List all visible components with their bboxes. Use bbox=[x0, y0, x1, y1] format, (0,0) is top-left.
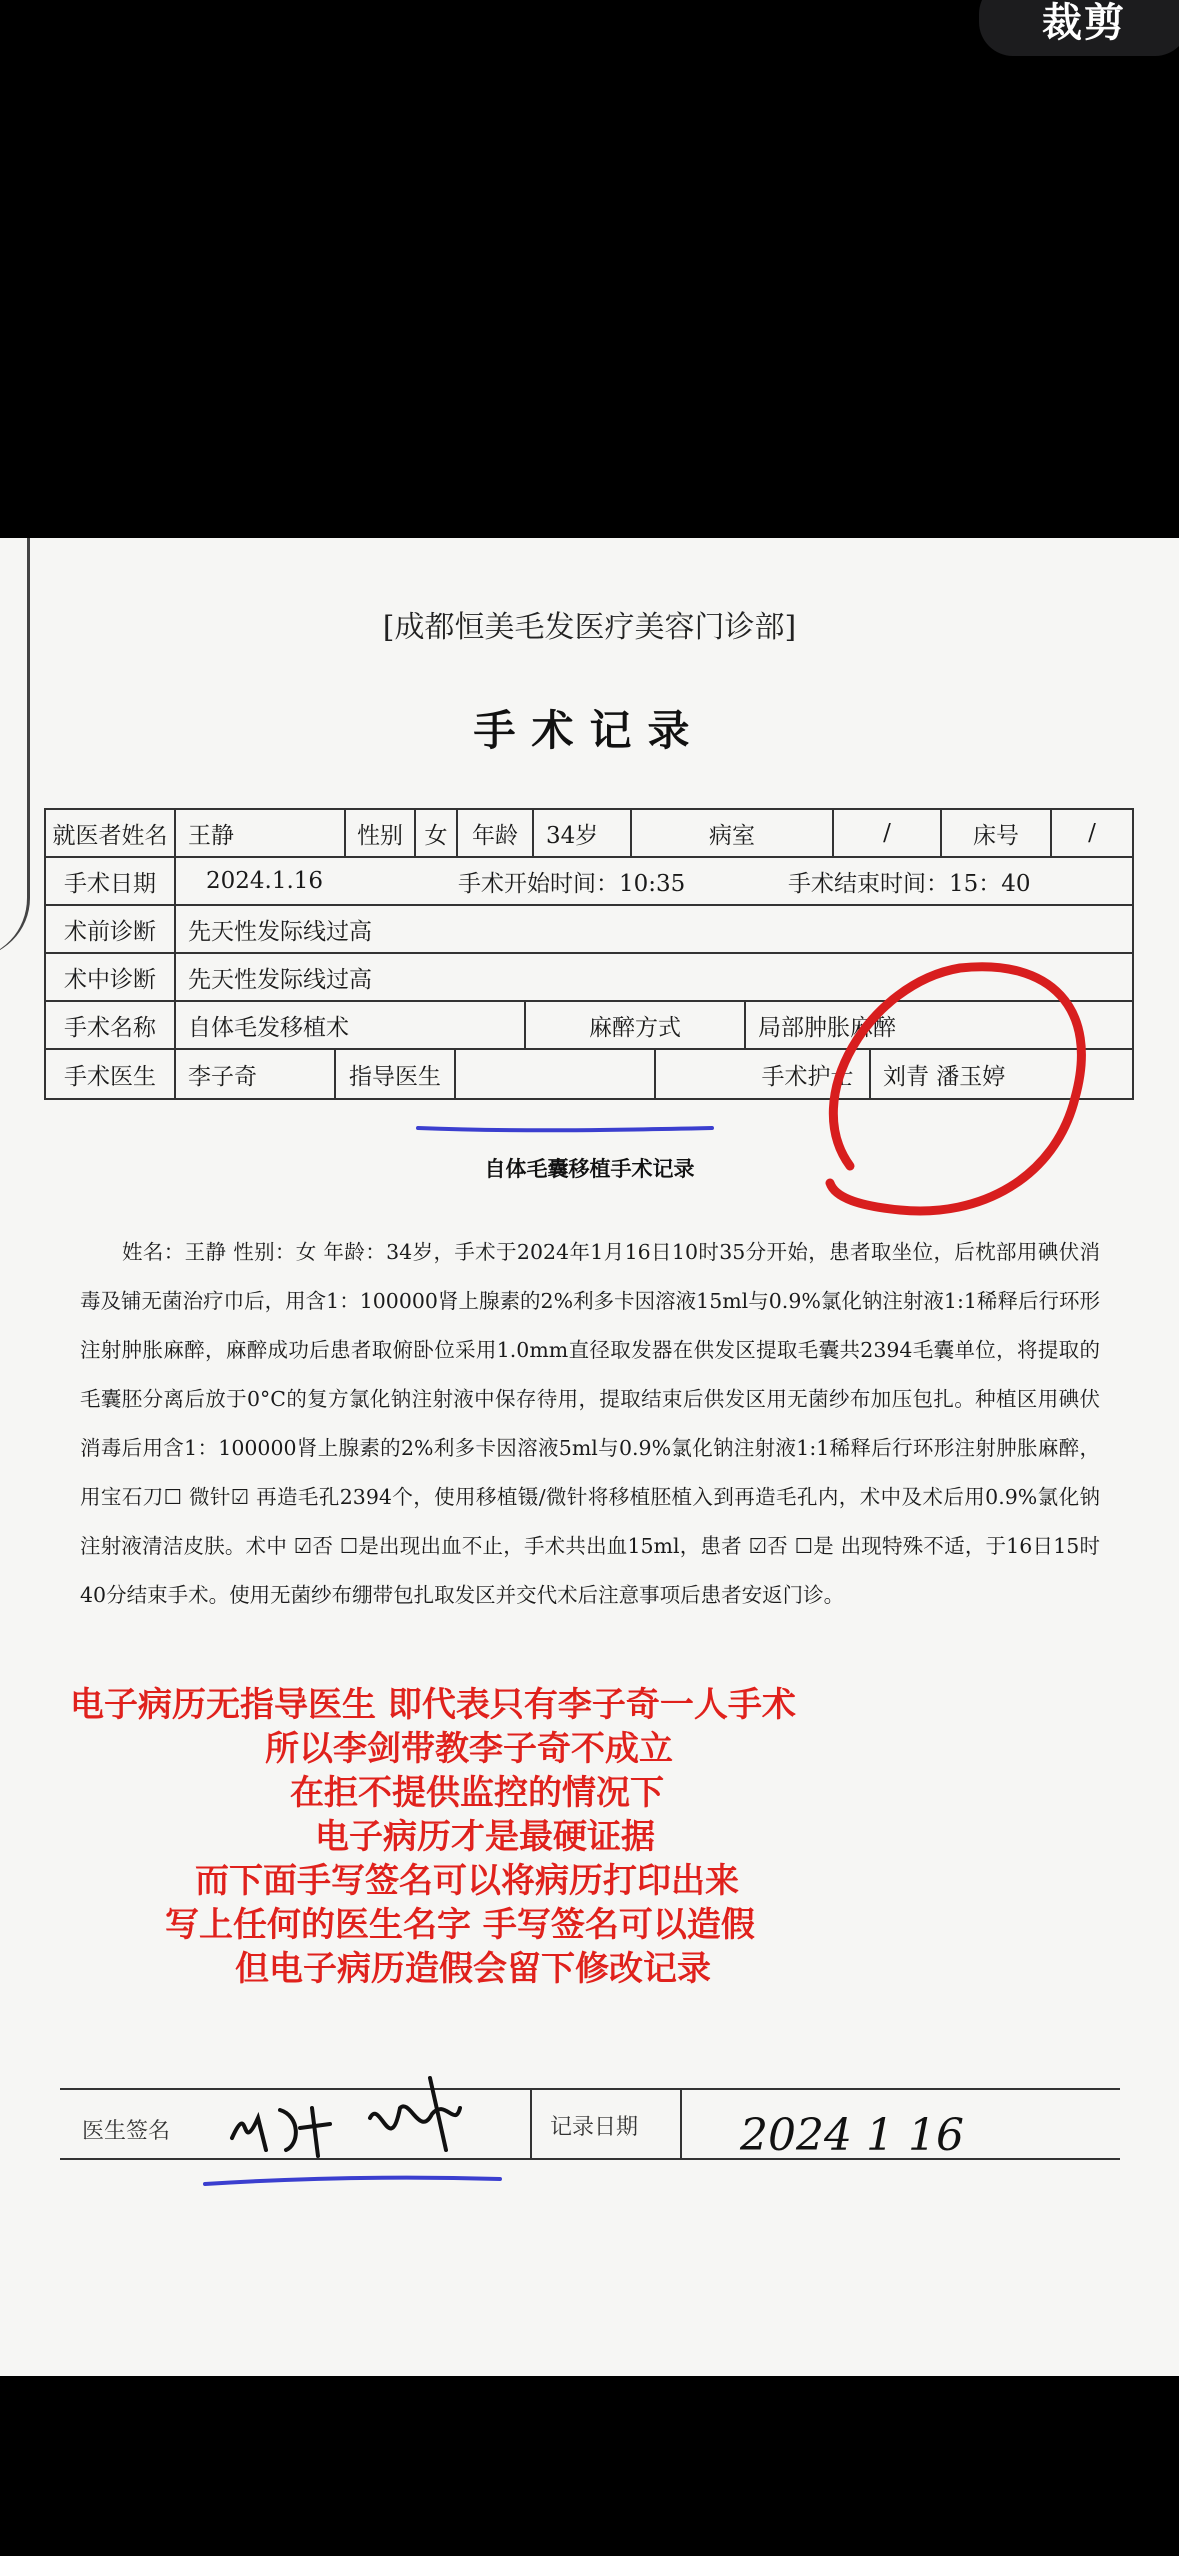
handwritten-date: 2024 1 16 bbox=[740, 2110, 964, 2161]
surgery-date: 2024.1.16 bbox=[206, 868, 324, 894]
blue-underline-signature bbox=[205, 2178, 500, 2184]
surgery-description: 姓名：王静 性别：女 年龄：34岁，手术于2024年1月16日10时35分开始，患者取坐位，后枕部用碘伏消毒及铺无菌治疗巾后，用含1：100000肾上腺素的2%利多卡因溶液15ml与0.9%氯化钠注射液1:1稀释后行环形注射肿胀麻醉，麻醉成功后患者取俯卧位采用1.0mm直径取发器在供发区提取毛囊共2394毛囊单位，将提取的毛囊胚分离后放于0°C的复方氯化钠注射液中保存待用，提取结束后供发区用无菌纱布加压包扎。种植区用碘伏消毒后用含1：100000肾上腺素的2%利多卡因溶液5ml与0.9%氯化钠注射液1:1稀释后行环形注射肿胀麻醉，用宝石刀☐ 微针☑ 再造毛孔2394个，使用移植镊/微针将移植胚植入到再造毛孔内，术中及术后用0.9%氯化钠注射液清洁皮肤。术中 ☑否 ☐是出现出血不止，手术共出血15ml，患者 ☑否 ☐是 出现特殊不适，于16日15时40分结束手术。使用无菌纱布绷带包扎取发区并交代术后注意事项后患者安返门诊。 bbox=[80, 1240, 1100, 1607]
guide-doctor-label: 指导医生 bbox=[336, 1050, 456, 1098]
surgery-record-document bbox=[0, 538, 1179, 2376]
operation-name: 自体毛发移植术 bbox=[176, 1002, 526, 1048]
annotation-line: 电子病历无指导医生 即代表只有李子奇一人手术 bbox=[70, 1685, 796, 1725]
section-title: 自体毛囊移植手术记录 bbox=[484, 1157, 695, 1181]
anesthesia-label: 麻醉方式 bbox=[526, 1002, 746, 1048]
anesthesia-method: 局部肿胀麻醉 bbox=[758, 1014, 896, 1041]
annotation-line: 电子病历才是最硬证据 bbox=[315, 1817, 655, 1857]
document-title: 手术记录 bbox=[473, 706, 706, 755]
signature-divider bbox=[680, 2090, 682, 2158]
annotation-line: 写上任何的医生名字 手写签名可以造假 bbox=[165, 1905, 755, 1945]
date-label: 手术日期 bbox=[46, 858, 176, 904]
start-time: 手术开始时间：10:35 bbox=[458, 870, 686, 897]
info-row-intra-diagnosis bbox=[46, 954, 1132, 1002]
crop-button[interactable]: 裁剪 bbox=[979, 0, 1179, 56]
info-row-staff bbox=[46, 1050, 1132, 1098]
cell-spacer bbox=[656, 1050, 746, 1098]
info-row-operation bbox=[46, 1002, 1132, 1050]
nurse-names: 刘青 潘玉婷 bbox=[883, 1063, 1006, 1090]
signature-divider bbox=[530, 2090, 532, 2158]
intra-diagnosis-label: 术中诊断 bbox=[46, 954, 176, 1000]
bed-value: / bbox=[1088, 820, 1096, 846]
pre-diagnosis: 先天性发际线过高 bbox=[188, 918, 372, 945]
nurse-label: 手术护士 bbox=[746, 1050, 871, 1098]
pre-diagnosis-label: 术前诊断 bbox=[46, 906, 176, 952]
ward-label: 病室 bbox=[632, 810, 834, 856]
age-label: 年龄 bbox=[458, 810, 534, 856]
info-row-pre-diagnosis bbox=[46, 906, 1132, 954]
patient-sex: 女 bbox=[416, 810, 458, 856]
signature-box bbox=[60, 2088, 1120, 2160]
clinic-name: [成都恒美毛发医疗美容门诊部] bbox=[382, 610, 797, 645]
sex-label: 性别 bbox=[346, 810, 416, 856]
guide-doctor-name bbox=[456, 1050, 656, 1098]
doctor-signature-label: 医生签名 bbox=[82, 2119, 171, 2144]
blue-underline-guide bbox=[418, 1128, 712, 1130]
patient-info-table bbox=[44, 808, 1134, 1100]
annotation-line: 但电子病历造假会留下修改记录 bbox=[235, 1949, 711, 1989]
patient-name: 王静 bbox=[176, 810, 346, 856]
annotation-line: 而下面手写签名可以将病历打印出来 bbox=[195, 1861, 739, 1901]
surgeon-label: 手术医生 bbox=[46, 1050, 176, 1098]
info-row-patient bbox=[46, 810, 1132, 858]
annotation-line: 在拒不提供监控的情况下 bbox=[290, 1773, 664, 1813]
info-row-date bbox=[46, 858, 1132, 906]
intra-diagnosis: 先天性发际线过高 bbox=[188, 966, 372, 993]
patient-age: 34岁 bbox=[534, 810, 632, 856]
name-label: 就医者姓名 bbox=[46, 810, 176, 856]
ward-value: / bbox=[834, 810, 942, 856]
surgeon-name: 李子奇 bbox=[176, 1050, 336, 1098]
bed-label: 床号 bbox=[942, 810, 1052, 856]
operation-name-label: 手术名称 bbox=[46, 1002, 176, 1048]
record-date-label: 记录日期 bbox=[550, 2115, 639, 2140]
end-time: 手术结束时间：15：40 bbox=[788, 870, 1031, 897]
annotation-line: 所以李剑带教李子奇不成立 bbox=[265, 1729, 673, 1769]
red-annotation bbox=[70, 1683, 1110, 1991]
